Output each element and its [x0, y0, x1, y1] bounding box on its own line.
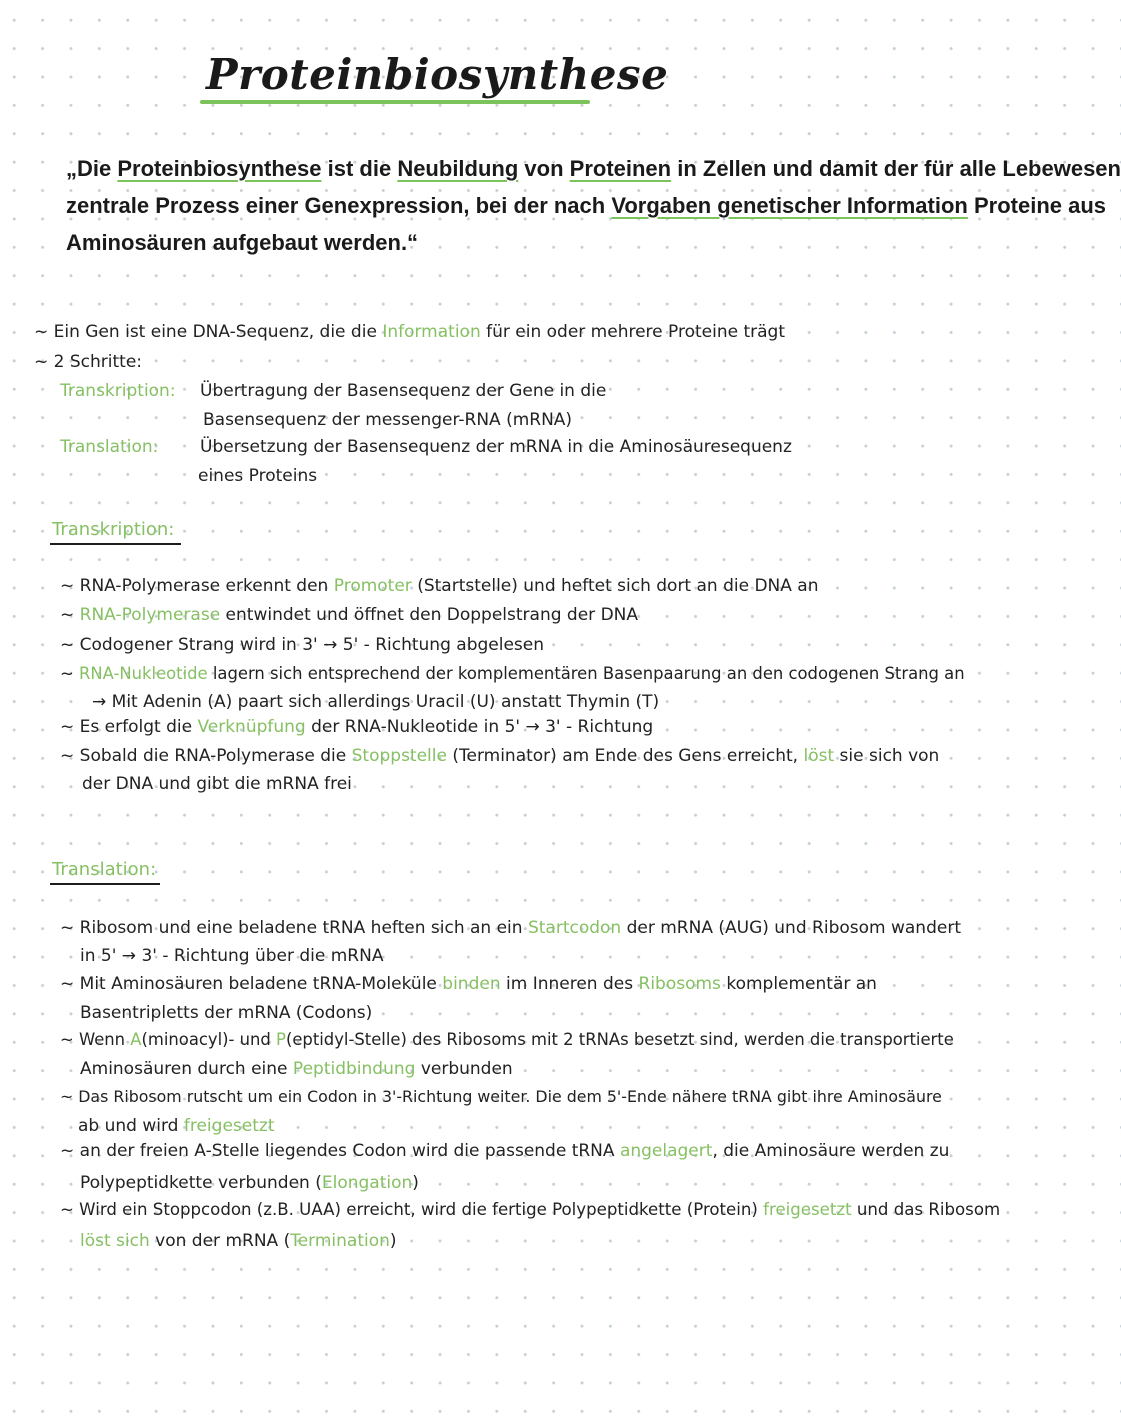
transkription-text-2: Basensequenz der messenger-RNA (mRNA) — [203, 410, 573, 430]
transkription-label: Transkription: — [60, 381, 176, 401]
transkription-bullet-4-sub: → Mit Adenin (A) paart sich allerdings Uracil (U) anstatt Thymin (T) — [92, 692, 660, 712]
definition-quote — [66, 150, 1121, 261]
translation-bullet-3: ~ Wenn A(minoacyl)- und P(eptidyl-Stelle) des Ribosoms mit 2 tRNAs besetzt sind, werden die transportierte — [60, 1030, 954, 1049]
page-title: Proteinbiosynthese — [206, 50, 669, 99]
transkription-bullet-5: ~ Es erfolgt die Verknüpfung der RNA-Nukleotide in 5' → 3' - Richtung — [60, 717, 654, 737]
translation-heading-underline — [50, 883, 160, 885]
transkription-heading: Transkription: — [52, 519, 175, 540]
translation-bullet-3-line-2: Aminosäuren durch eine Peptidbindung verbunden — [80, 1059, 513, 1079]
translation-bullet-4: ~ Das Ribosom rutscht um ein Codon in 3'-Richtung weiter. Die dem 5'-Ende nähere tRNA gibt ihre Aminosäure — [60, 1087, 942, 1106]
transkription-bullet-6: ~ Sobald die RNA-Polymerase die Stoppstelle (Terminator) am Ende des Gens erreicht, löst sie sich von — [60, 746, 940, 766]
transkription-bullet-3: ~ Codogener Strang wird in 3' → 5' - Richtung abgelesen — [60, 635, 545, 655]
translation-bullet-4-line-2: ab und wird freigesetzt — [78, 1116, 275, 1136]
transkription-text-1: Übertragung der Basensequenz der Gene in die — [200, 381, 607, 401]
translation-bullet-5-line-2: Polypeptidkette verbunden (Elongation) — [80, 1173, 419, 1193]
quote-line-1: „Die Proteinbiosynthese ist die Neubildung von Proteinen in Zellen und damit der für alle Lebewesen — [66, 156, 1121, 181]
translation-bullet-1-line-2: in 5' → 3' - Richtung über die mRNA — [80, 946, 384, 966]
quote-line-2: zentrale Prozess einer Genexpression, bei der nach Vorgaben genetischer Information Proteine aus — [66, 193, 1107, 218]
schritte-label: ~ 2 Schritte: — [34, 352, 143, 372]
quote-line-3: Aminosäuren aufgebaut werden.“ — [66, 230, 419, 255]
translation-bullet-2: ~ Mit Aminosäuren beladene tRNA-Moleküle binden im Inneren des Ribosoms komplementär an — [60, 974, 877, 994]
translation-text-1: Übersetzung der Basensequenz der mRNA in die Aminosäuresequenz — [200, 437, 792, 457]
title-underline — [200, 100, 590, 104]
transkription-bullet-2: ~ RNA-Polymerase entwindet und öffnet den Doppelstrang der DNA — [60, 605, 639, 625]
translation-bullet-5: ~ an der freien A-Stelle liegendes Codon wird die passende tRNA angelagert, die Aminosäure werden zu — [60, 1141, 950, 1161]
translation-bullet-1: ~ Ribosom und eine beladene tRNA heften sich an ein Startcodon der mRNA (AUG) und Ribosom wandert — [60, 918, 961, 938]
transkription-bullet-1: ~ RNA-Polymerase erkennt den Promoter (Startstelle) und heftet sich dort an die DNA an — [60, 576, 819, 596]
translation-bullet-6-line-2: löst sich von der mRNA (Termination) — [80, 1231, 397, 1251]
gen-definition: ~ Ein Gen ist eine DNA-Sequenz, die die Information für ein oder mehrere Proteine trägt — [34, 322, 786, 342]
translation-text-2: eines Proteins — [198, 466, 318, 486]
transkription-bullet-4: ~ RNA-Nukleotide lagern sich entsprechend der komplementären Basenpaarung an den codogenen Strang an — [60, 664, 965, 683]
transkription-heading-underline — [50, 543, 181, 545]
translation-label: Translation: — [60, 437, 159, 457]
transkription-bullet-6-line-2: der DNA und gibt die mRNA frei — [82, 774, 352, 794]
translation-bullet-2-line-2: Basentripletts der mRNA (Codons) — [80, 1003, 373, 1023]
translation-heading: Translation: — [52, 859, 157, 880]
translation-bullet-6: ~ Wird ein Stoppcodon (z.B. UAA) erreicht, wird die fertige Polypeptidkette (Protein) freigesetzt und das Ribosom — [60, 1200, 1001, 1219]
